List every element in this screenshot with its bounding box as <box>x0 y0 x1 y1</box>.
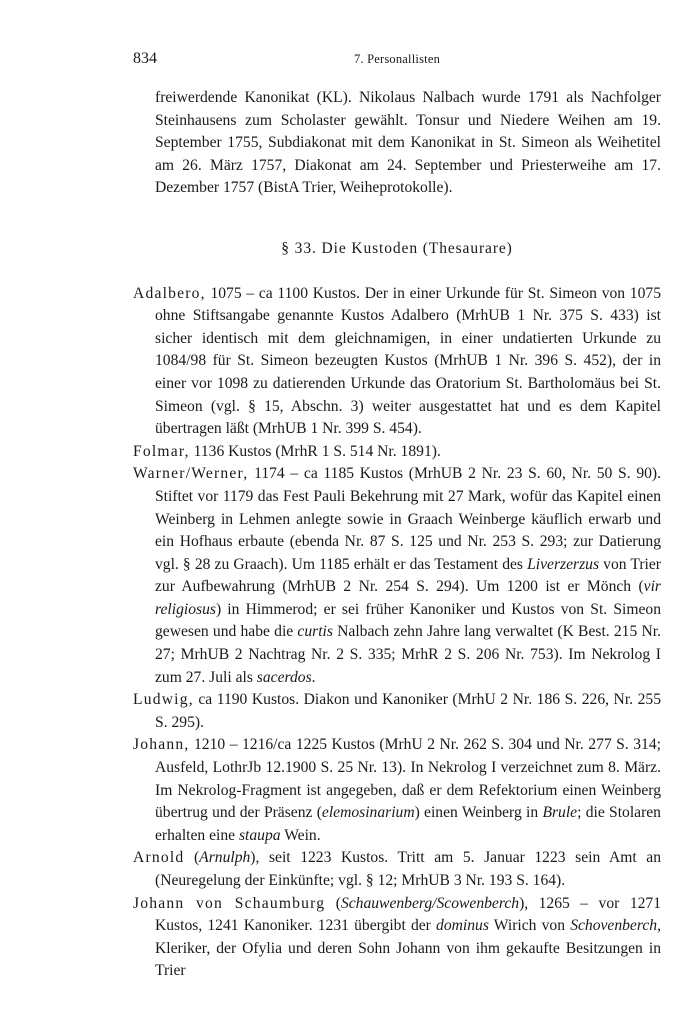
entry-warner <box>133 463 661 689</box>
entry-italic: staupa <box>238 826 281 844</box>
entry-text: , Kleriker, der Ofylia und deren Sohn Johann von ihm gekaufte Besitzungen in Trier <box>155 917 661 980</box>
entry-text: Wirich von <box>488 917 571 935</box>
entry-folmar <box>133 441 661 464</box>
entry-italic: Arnulph <box>199 849 251 867</box>
entry-italic: Liverzerzus <box>527 555 600 573</box>
entry-text: ) in Himmerod; er sei früher Kanoniker und Kustos von St. Simeon gewesen und habe die <box>155 600 661 641</box>
entry-italic: elemosinarium <box>321 804 415 822</box>
running-head: 7. Personallisten <box>353 52 441 66</box>
entry-name: Adalbero, <box>133 284 206 302</box>
page-body <box>133 87 661 983</box>
entry-text: von Trier zur Aufbewahrung (MrhUB 2 Nr. 254 S. 294). Um 1200 ist er Mönch ( <box>155 555 661 596</box>
entry-text: ( <box>325 894 341 912</box>
page-number: 834 <box>133 50 157 67</box>
entry-text: ), 1265 – vor 1271 Kustos, 1241 Kanoniker. 1231 übergibt der <box>155 894 662 935</box>
entry-italic: curtis <box>297 623 333 641</box>
entry-italic: vir religiosus <box>155 578 661 618</box>
entry-italic: dominus <box>436 917 489 935</box>
entry-text: Nalbach zehn Jahre lang verwaltet (K Best. 215 Nr. 27; MrhUB 2 Nachtrag Nr. 2 S. 335; MrhR 2 S. 206 Nr. 753). Im Nekrolog I zum 27. Juli als <box>155 623 661 686</box>
entry-text: 1136 Kustos (MrhR 1 S. 514 Nr. 1891). <box>189 442 441 460</box>
entry-adalbero <box>133 283 661 441</box>
entry-text: ; die Stolaren erhalten eine <box>155 804 661 844</box>
entry-text: 1210 – 1216/ca 1225 Kustos (MrhU 2 Nr. 262 S. 304 und Nr. 277 S. 314; Ausfeld, LothrJb 12.1900 S. 25 Nr. 13). In Nekrolog I verzeichnet zum 8. März. Im Nekrolog-Fragment ist angegeben, daß er dem Refektorium einen Weinberg übertrug und der Präsenz ( <box>155 736 661 822</box>
entry-italic: Brule <box>542 804 578 822</box>
entry-text: ( <box>184 849 200 867</box>
entry-name: Ludwig, <box>133 691 194 709</box>
entry-italic: Schovenberch <box>570 917 658 935</box>
entry-name: Folmar, <box>133 442 190 460</box>
entry-text: Wein. <box>280 826 321 844</box>
entry-name: Johann, <box>133 736 190 754</box>
entry-text: ) einen Weinberg in <box>414 804 543 822</box>
entry-italic: sacerdos <box>256 668 312 686</box>
continuation-paragraph: freiwerdende Kanonikat (KL). Nikolaus Nalbach wurde 1791 als Nachfolger Steinhausens zum Scholaster gewählt. Tonsur und Niedere Weihen am 19. September 1755, Subdiakonat mit dem Kanonikat in St. Simeon als Weihetitel am 26. März 1757, Diakonat am 24. September und Priesterweihe am 17. Dezember 1757 (BistA Trier, Weiheprotokolle). <box>155 89 661 197</box>
page-header <box>133 50 661 70</box>
entry-text: 1174 – ca 1185 Kustos (MrhUB 2 Nr. 23 S. 60, Nr. 50 S. 90). Stiftet vor 1179 das Fest Pauli Bekehrung mit 27 Mark, wofür das Kapitel einen Weinberg in Lehmen anlegte sowie in Graach Weinberge käuflich erwarb und ein Hofhaus erbaute (ebenda Nr. 87 S. 125 und Nr. 253 S. 293; zur Datierung vgl. § 28 zu Graach). Um 1185 erhält er das Testament des <box>155 465 661 573</box>
entry-text: ), seit 1223 Kustos. Tritt am 5. Januar 1223 sein Amt an (Neuregelung der Einkünfte; vgl. § 12; MrhUB 3 Nr. 193 S. 164). <box>155 849 661 889</box>
entry-name: Johann von Schaumburg <box>133 894 326 912</box>
entry-text: ca 1190 Kustos. Diakon und Kanoniker (MrhU 2 Nr. 186 S. 226, Nr. 255 S. 295). <box>155 691 661 731</box>
entry-ludwig <box>133 689 661 734</box>
entry-text: 1075 – ca 1100 Kustos. Der in einer Urkunde für St. Simeon von 1075 ohne Stiftsangabe genannte Kustos Adalbero (MrhUB 1 Nr. 375 S. 433) ist sicher identisch mit dem gleichnamigen, in einer undatierten Urkunde zu 1084/98 für St. Simeon bezeugten Kustos (MrhUB 1 Nr. 396 S. 452), der in einer vor 1098 zu datierenden Urkunde das Oratorium St. Bartholomäus bei St. Simeon (vgl. § 15, Abschn. 3) weiter ausgestattet hat und es dem Kapitel übertragen läßt (MrhUB 1 Nr. 399 S. 454). <box>155 284 661 438</box>
entry-text: . <box>311 668 316 686</box>
entry-arnold <box>133 847 661 892</box>
entry-johann <box>133 734 661 847</box>
entry-name: Arnold <box>133 849 185 867</box>
entry-italic: Schauwenberg/Scowenberch <box>340 894 520 912</box>
entry-name: Warner/Werner, <box>133 465 249 483</box>
section-title: § 33. Die Kustoden (Thesaurare) <box>281 239 513 257</box>
entry-johann-von-schaumburg <box>133 893 661 983</box>
